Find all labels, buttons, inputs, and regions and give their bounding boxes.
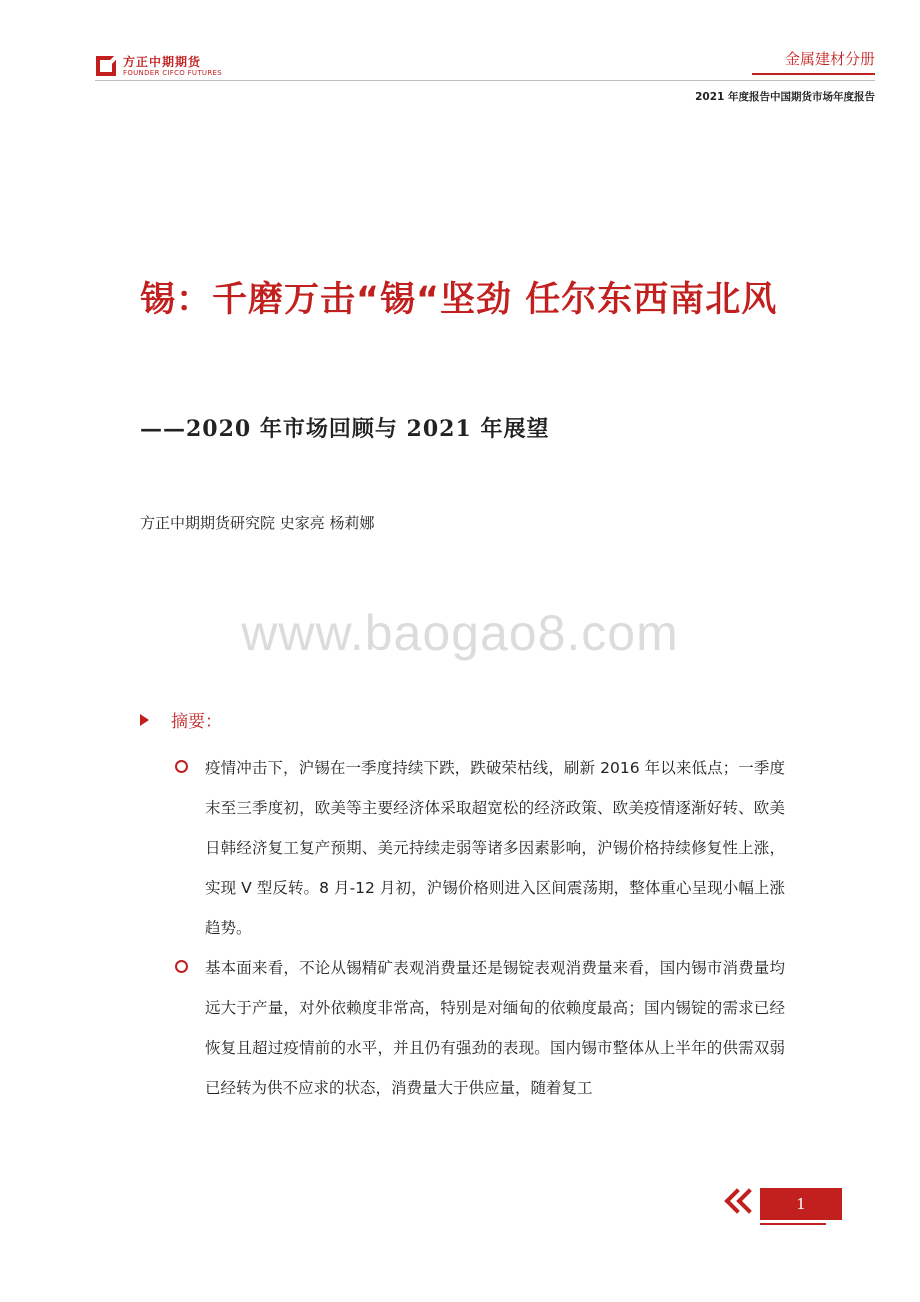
- summary-list: [175, 748, 785, 1108]
- page-number-underline: [760, 1223, 826, 1225]
- summary-paragraph: 基本面来看，不论从锡精矿表观消费量还是锡锭表观消费量来看，国内锡市消费量均远大于产量，对外依赖度非常高，特别是对缅甸的依赖度最高；国内锡锭的需求已经恢复且超过疫情前的水平，并且仍有强劲的表现。国内锡市整体从上半年的供需双弱已经转为供不应求的状态，消费量大于供应量，随着复工: [205, 959, 785, 1097]
- logo-english-name: FOUNDER CIFCO FUTURES: [123, 68, 222, 77]
- summary-heading: [140, 707, 222, 732]
- page-indicator: [720, 1188, 840, 1228]
- page-number: 1: [760, 1188, 842, 1220]
- report-subtitle: ——2020 年市场回顾与 2021 年展望: [140, 416, 550, 442]
- circle-bullet-icon: [175, 760, 188, 773]
- header-accent-line: [752, 73, 875, 75]
- section-tag: 金属建材分册: [784, 50, 875, 68]
- list-item: [175, 748, 785, 948]
- list-item: [175, 948, 785, 1108]
- report-title: 锡：千磨万击“锡“坚劲 任尔东西南北风: [140, 280, 778, 320]
- summary-heading-label: 摘要：: [171, 712, 222, 732]
- watermark: www.baogao8.com: [241, 605, 679, 661]
- summary-paragraph: 疫情冲击下，沪锡在一季度持续下跌，跌破荣枯线，刷新 2016 年以来低点；一季度末至三季度初，欧美等主要经济体采取超宽松的经济政策、欧美疫情逐渐好转、欧美日韩经济复工复产预期、美元持续走弱等诸多因素影响，沪锡价格持续修复性上涨，实现 V 型反转。8 月-12 月初，沪锡价格则进入区间震荡期，整体重心呈现小幅上涨趋势。: [205, 759, 785, 937]
- report-authors: 方正中期期货研究院 史家亮 杨莉娜: [140, 514, 375, 532]
- logo-chinese-name: 方正中期期货: [123, 54, 202, 69]
- logo-mark-icon: [95, 55, 117, 77]
- circle-bullet-icon: [175, 960, 188, 973]
- company-logo: [95, 52, 222, 80]
- header-divider: [95, 80, 875, 81]
- report-type: 2021 年度报告中国期货市场年度报告: [695, 91, 875, 103]
- arrow-right-icon: [140, 714, 149, 726]
